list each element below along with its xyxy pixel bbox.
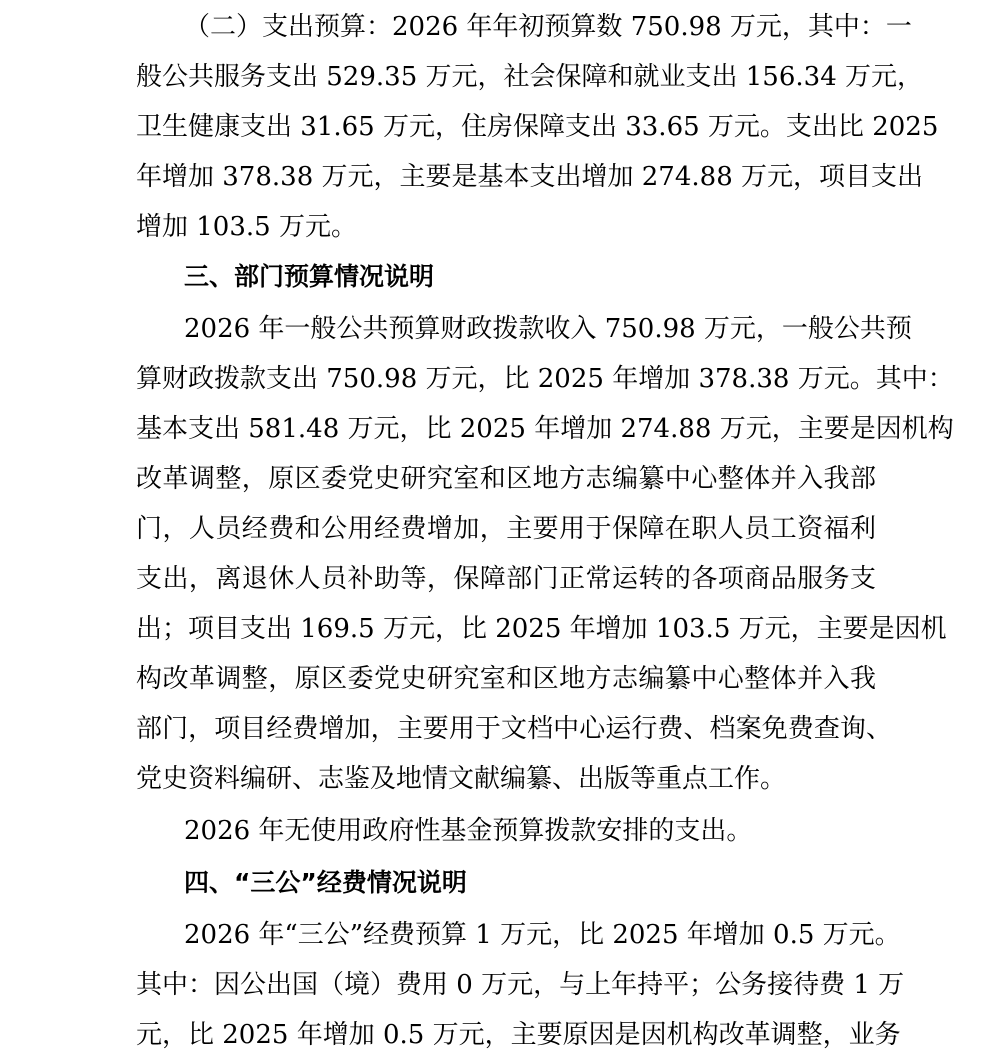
paragraph-line: 支出，离退休人员补助等，保障部门正常运转的各项商品服务支 xyxy=(136,564,876,594)
paragraph-line: 年增加 378.38 万元，主要是基本支出增加 274.88 万元，项目支出 xyxy=(136,162,924,192)
paragraph-line: 构改革调整，原区委党史研究室和区地方志编纂中心整体并入我 xyxy=(136,664,876,694)
paragraph-line: （二）支出预算：2026 年年初预算数 750.98 万元，其中：一 xyxy=(184,12,912,42)
paragraph-line: 基本支出 581.48 万元，比 2025 年增加 274.88 万元，主要是因机构 xyxy=(136,414,954,444)
paragraph-line: 2026 年一般公共预算财政拨款收入 750.98 万元，一般公共预 xyxy=(184,314,912,344)
paragraph-line: 改革调整，原区委党史研究室和区地方志编纂中心整体并入我部 xyxy=(136,464,876,494)
paragraph-line: 门，人员经费和公用经费增加，主要用于保障在职人员工资福利 xyxy=(136,514,876,544)
section-heading: 四、“三公”经费情况说明 xyxy=(184,868,467,897)
paragraph-line: 增加 103.5 万元。 xyxy=(136,212,357,242)
paragraph-line: 其中：因公出国（境）费用 0 万元，与上年持平；公务接待费 1 万 xyxy=(136,970,905,1000)
section-heading: 三、部门预算情况说明 xyxy=(184,262,435,291)
paragraph-line: 党史资料编研、志鉴及地情文献编纂、出版等重点工作。 xyxy=(136,764,787,794)
paragraph-line: 2026 年无使用政府性基金预算拨款安排的支出。 xyxy=(184,816,753,846)
paragraph-line: 出；项目支出 169.5 万元，比 2025 年增加 103.5 万元，主要是因机 xyxy=(136,614,947,644)
paragraph-line: 部门，项目经费增加，主要用于文档中心运行费、档案免费查询、 xyxy=(136,714,892,744)
paragraph-line: 元，比 2025 年增加 0.5 万元，主要原因是因机构改革调整，业务 xyxy=(136,1020,901,1050)
paragraph-line: 算财政拨款支出 750.98 万元，比 2025 年增加 378.38 万元。其中： xyxy=(136,364,954,394)
paragraph-line: 般公共服务支出 529.35 万元，社会保障和就业支出 156.34 万元， xyxy=(136,62,924,92)
paragraph-line: 2026 年“三公”经费预算 1 万元，比 2025 年增加 0.5 万元。 xyxy=(184,920,901,950)
paragraph-line: 卫生健康支出 31.65 万元，住房保障支出 33.65 万元。支出比 2025 xyxy=(136,112,939,142)
